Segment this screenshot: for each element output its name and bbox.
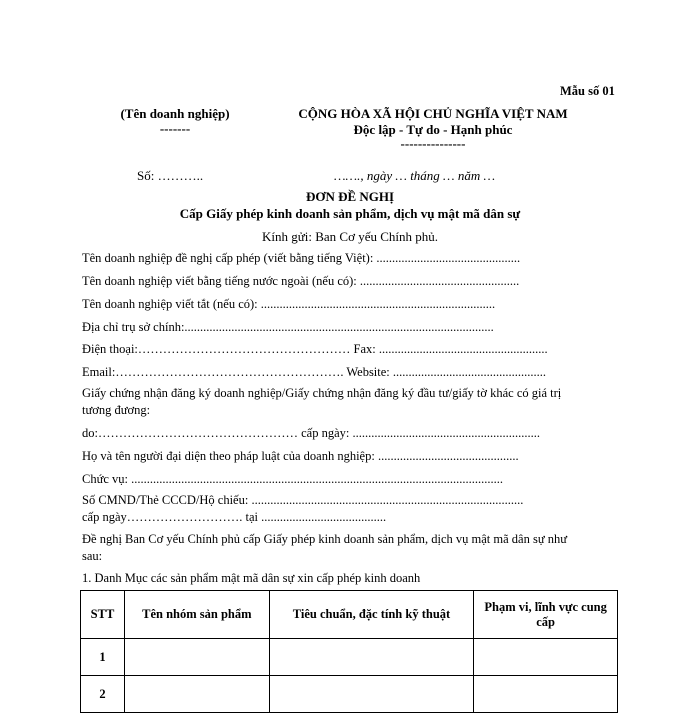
motto: Độc lập - Tự do - Hạnh phúc	[353, 122, 513, 137]
field-address: Địa chỉ trụ sở chính:...................................................................................................	[82, 320, 494, 334]
row-cell	[124, 639, 269, 676]
row-cell	[124, 676, 269, 713]
company-separator: -------	[159, 121, 191, 136]
nation-title: CỘNG HÒA XÃ HỘI CHỦ NGHĨA VIỆT NAM	[298, 106, 568, 121]
table-row	[81, 676, 618, 713]
document-date: ……., ngày … tháng … năm …	[334, 168, 496, 183]
header-stt: STT	[81, 591, 125, 639]
row-cell	[474, 639, 618, 676]
field-company-name-vn: Tên doanh nghiệp đề nghị cấp phép (viết bằng tiếng Việt): ..............................................	[82, 251, 521, 265]
field-certificate-line1: Giấy chứng nhận đăng ký doanh nghiệp/Giấy chứng nhận đăng ký đầu tư/giấy tờ khác có giá trị	[82, 386, 562, 400]
recipient: Kính gửi: Ban Cơ yếu Chính phủ.	[261, 229, 439, 244]
header-technical-specs: Tiêu chuẩn, đặc tính kỹ thuật	[269, 591, 474, 639]
company-placeholder: (Tên doanh nghiệp)	[120, 106, 230, 121]
motto-separator: ---------------	[400, 136, 466, 151]
document-title: ĐƠN ĐỀ NGHỊ	[305, 189, 395, 204]
field-representative: Họ và tên người đại diện theo pháp luật của doanh nghiệp: .............................................	[82, 449, 519, 463]
field-email-website: Email:………………………………………………. Website: .................................................	[82, 365, 547, 379]
form-number: Mẫu số 01	[560, 84, 615, 98]
document-number: Số: ………..	[137, 168, 204, 183]
field-phone-fax: Điện thoại:…………………………………………… Fax: ......................................................	[82, 342, 548, 356]
field-company-name-short: Tên doanh nghiệp viết tắt (nếu có): ...........................................................................	[82, 297, 496, 311]
document-subtitle: Cấp Giấy phép kinh doanh sản phẩm, dịch vụ mật mã dân sự	[179, 206, 521, 221]
request-line1: Đề nghị Ban Cơ yếu Chính phủ cấp Giấy phép kinh doanh sản phẩm, dịch vụ mật mã dân sự như	[82, 532, 568, 546]
field-position: Chức vụ: .......................................................................................................................	[82, 472, 504, 486]
section-1-heading: 1. Danh Mục các sản phẩm mật mã dân sự xin cấp phép kinh doanh	[82, 571, 421, 585]
request-line2: sau:	[82, 549, 103, 563]
header-product-group: Tên nhóm sản phẩm	[124, 591, 269, 639]
field-certificate-line2: tương đương:	[82, 403, 151, 417]
table-row	[81, 639, 618, 676]
row-cell	[474, 676, 618, 713]
table-header-row	[81, 591, 618, 639]
row-stt: 1	[81, 639, 125, 676]
row-cell	[269, 639, 474, 676]
header-scope: Phạm vi, lĩnh vực cung cấp	[474, 591, 618, 639]
field-id-number: Số CMND/Thẻ CCCD/Hộ chiếu: .......................................................................................	[82, 493, 524, 507]
row-cell	[269, 676, 474, 713]
field-id-issued: cấp ngày………………………. tại ........................................	[82, 510, 387, 524]
row-stt: 2	[81, 676, 125, 713]
field-company-name-foreign: Tên doanh nghiệp viết bằng tiếng nước ngoài (nếu có): ...................................................	[82, 274, 520, 288]
field-issued-by: do:………………………………………… cấp ngày: ............................................................	[82, 426, 540, 440]
product-table	[80, 590, 618, 713]
